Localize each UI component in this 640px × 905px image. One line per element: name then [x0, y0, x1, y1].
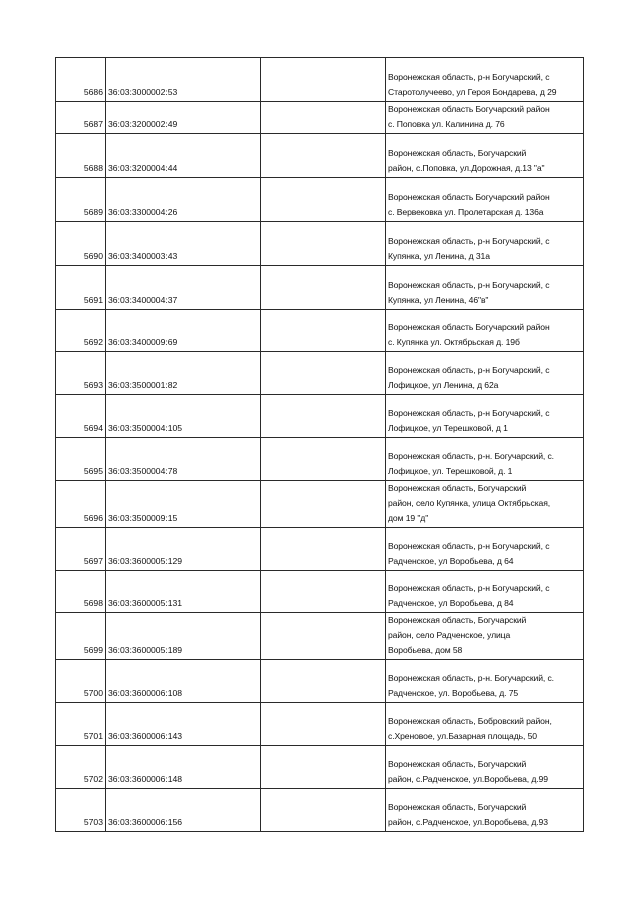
empty-cell: [261, 789, 386, 832]
address-line: Лофицкое, ул Терешковой, д 1: [388, 423, 508, 433]
address-line: дом 19 "д": [388, 513, 429, 523]
table-row: [56, 134, 584, 178]
row-number-cell: 5690: [56, 222, 106, 266]
empty-cell: [261, 222, 386, 266]
address-line: Лофицкое, ул Ленина, д 62а: [388, 380, 499, 390]
row-number-cell: 5689: [56, 178, 106, 222]
cadastral-number-cell: 36:03:3600005:131: [106, 571, 261, 613]
address-line: район, с.Радченское, ул.Воробьева, д.93: [388, 817, 548, 827]
address-cell: [386, 703, 584, 746]
row-number-cell: 5691: [56, 266, 106, 310]
table-row: [56, 481, 584, 528]
address-line: Воронежская область, р-н. Богучарский, с.: [388, 451, 554, 461]
cadastral-number-cell: 36:03:3400004:37: [106, 266, 261, 310]
address-line: Воронежская область, Богучарский: [388, 483, 527, 493]
address-line: Воронежская область, р-н Богучарский, с: [388, 541, 550, 551]
address-line: Воронежская область Богучарский район: [388, 322, 550, 332]
address-cell: [386, 789, 584, 832]
empty-cell: [261, 528, 386, 571]
address-cell: [386, 660, 584, 703]
row-number-cell: 5693: [56, 352, 106, 395]
row-number-cell: 5699: [56, 613, 106, 660]
address-line: с.Хреновое, ул.Базарная площадь, 50: [388, 731, 537, 741]
address-cell: [386, 58, 584, 102]
table-row: [56, 395, 584, 438]
address-line: Воронежская область Богучарский район: [388, 104, 550, 114]
address-line: Радченское, ул Воробьева, д 84: [388, 598, 514, 608]
table-row: [56, 178, 584, 222]
empty-cell: [261, 660, 386, 703]
row-number-cell: 5688: [56, 134, 106, 178]
cadastral-number-cell: 36:03:3500004:78: [106, 438, 261, 481]
address-cell: [386, 134, 584, 178]
cadastral-number-cell: 36:03:3600006:108: [106, 660, 261, 703]
empty-cell: [261, 703, 386, 746]
row-number-cell: 5686: [56, 58, 106, 102]
table-row: [56, 352, 584, 395]
address-cell: [386, 571, 584, 613]
address-line: Купянка, ул Ленина, д 31а: [388, 251, 490, 261]
address-line: Воронежская область, р-н Богучарский, с: [388, 72, 550, 82]
empty-cell: [261, 746, 386, 789]
table-row: [56, 789, 584, 832]
cadastral-number-cell: 36:03:3200004:44: [106, 134, 261, 178]
address-cell: [386, 438, 584, 481]
address-line: Воробьева, дом 58: [388, 645, 463, 655]
cadastral-number-cell: 36:03:3400009:69: [106, 310, 261, 352]
table-row: [56, 528, 584, 571]
address-line: Воронежская область Богучарский район: [388, 192, 550, 202]
cadastral-number-cell: 36:03:3200002:49: [106, 102, 261, 134]
cadastral-number-cell: 36:03:3500001:82: [106, 352, 261, 395]
table-row: [56, 438, 584, 481]
address-line: Воронежская область, р-н Богучарский, с: [388, 583, 550, 593]
row-number-cell: 5695: [56, 438, 106, 481]
address-line: Воронежская область, р-н Богучарский, с: [388, 236, 550, 246]
address-cell: [386, 222, 584, 266]
address-line: Воронежская область, Бобровский район,: [388, 716, 552, 726]
row-number-cell: 5692: [56, 310, 106, 352]
empty-cell: [261, 571, 386, 613]
address-cell: [386, 310, 584, 352]
row-number-cell: 5696: [56, 481, 106, 528]
address-line: Старотолучеево, ул Героя Бондарева, д 29: [388, 87, 557, 97]
table-row: [56, 746, 584, 789]
cadastral-number-cell: 36:03:3400003:43: [106, 222, 261, 266]
property-table: [55, 57, 584, 832]
row-number-cell: 5687: [56, 102, 106, 134]
cadastral-number-cell: 36:03:3500004:105: [106, 395, 261, 438]
row-number-cell: 5703: [56, 789, 106, 832]
address-cell: [386, 746, 584, 789]
address-line: Воронежская область, Богучарский: [388, 802, 527, 812]
address-cell: [386, 528, 584, 571]
empty-cell: [261, 178, 386, 222]
address-line: район, село Радченское, улица: [388, 630, 511, 640]
cadastral-number-cell: 36:03:3600006:143: [106, 703, 261, 746]
address-line: Радченское, ул Воробьева, д 64: [388, 556, 514, 566]
table-row: [56, 58, 584, 102]
address-line: Воронежская область, Богучарский: [388, 148, 527, 158]
cadastral-number-cell: 36:03:3600005:189: [106, 613, 261, 660]
cadastral-number-cell: 36:03:3600005:129: [106, 528, 261, 571]
address-line: Воронежская область, р-н Богучарский, с: [388, 408, 550, 418]
address-line: с. Поповка ул. Калинина д. 76: [388, 119, 505, 129]
address-line: с. Купянка ул. Октябрьская д. 19б: [388, 337, 520, 347]
table-row: [56, 571, 584, 613]
address-line: Воронежская область, р-н Богучарский, с: [388, 280, 550, 290]
row-number-cell: 5700: [56, 660, 106, 703]
cadastral-number-cell: 36:03:3300004:26: [106, 178, 261, 222]
empty-cell: [261, 352, 386, 395]
row-number-cell: 5702: [56, 746, 106, 789]
empty-cell: [261, 395, 386, 438]
empty-cell: [261, 613, 386, 660]
row-number-cell: 5701: [56, 703, 106, 746]
address-line: район, с.Радченское, ул.Воробьева, д.99: [388, 774, 548, 784]
address-line: Воронежская область, р-н. Богучарский, с.: [388, 673, 554, 683]
empty-cell: [261, 58, 386, 102]
address-cell: [386, 613, 584, 660]
empty-cell: [261, 438, 386, 481]
table-row: [56, 266, 584, 310]
address-cell: [386, 266, 584, 310]
empty-cell: [261, 134, 386, 178]
table-body: [56, 58, 584, 832]
address-cell: [386, 395, 584, 438]
empty-cell: [261, 266, 386, 310]
address-line: Воронежская область, Богучарский: [388, 759, 527, 769]
empty-cell: [261, 310, 386, 352]
table-row: [56, 660, 584, 703]
address-cell: [386, 102, 584, 134]
cadastral-number-cell: 36:03:3600006:156: [106, 789, 261, 832]
empty-cell: [261, 481, 386, 528]
table-row: [56, 102, 584, 134]
row-number-cell: 5697: [56, 528, 106, 571]
address-cell: [386, 178, 584, 222]
table-row: [56, 222, 584, 266]
table-row: [56, 613, 584, 660]
empty-cell: [261, 102, 386, 134]
cadastral-number-cell: 36:03:3600006:148: [106, 746, 261, 789]
table-row: [56, 703, 584, 746]
row-number-cell: 5698: [56, 571, 106, 613]
address-line: Воронежская область, р-н Богучарский, с: [388, 365, 550, 375]
address-cell: [386, 352, 584, 395]
address-line: район, с.Поповка, ул.Дорожная, д.13 "а": [388, 163, 545, 173]
address-line: Радченское, ул. Воробьева, д. 75: [388, 688, 519, 698]
address-line: с. Вервековка ул. Пролетарская д. 136а: [388, 207, 544, 217]
cadastral-number-cell: 36:03:3500009:15: [106, 481, 261, 528]
row-number-cell: 5694: [56, 395, 106, 438]
address-line: Лофицкое, ул. Терешковой, д. 1: [388, 466, 513, 476]
table-row: [56, 310, 584, 352]
address-line: Купянка, ул Ленина, 46"в": [388, 295, 489, 305]
address-line: район, село Купянка, улица Октябрьская,: [388, 498, 551, 508]
cadastral-number-cell: 36:03:3000002:53: [106, 58, 261, 102]
address-line: Воронежская область, Богучарский: [388, 615, 527, 625]
address-cell: [386, 481, 584, 528]
